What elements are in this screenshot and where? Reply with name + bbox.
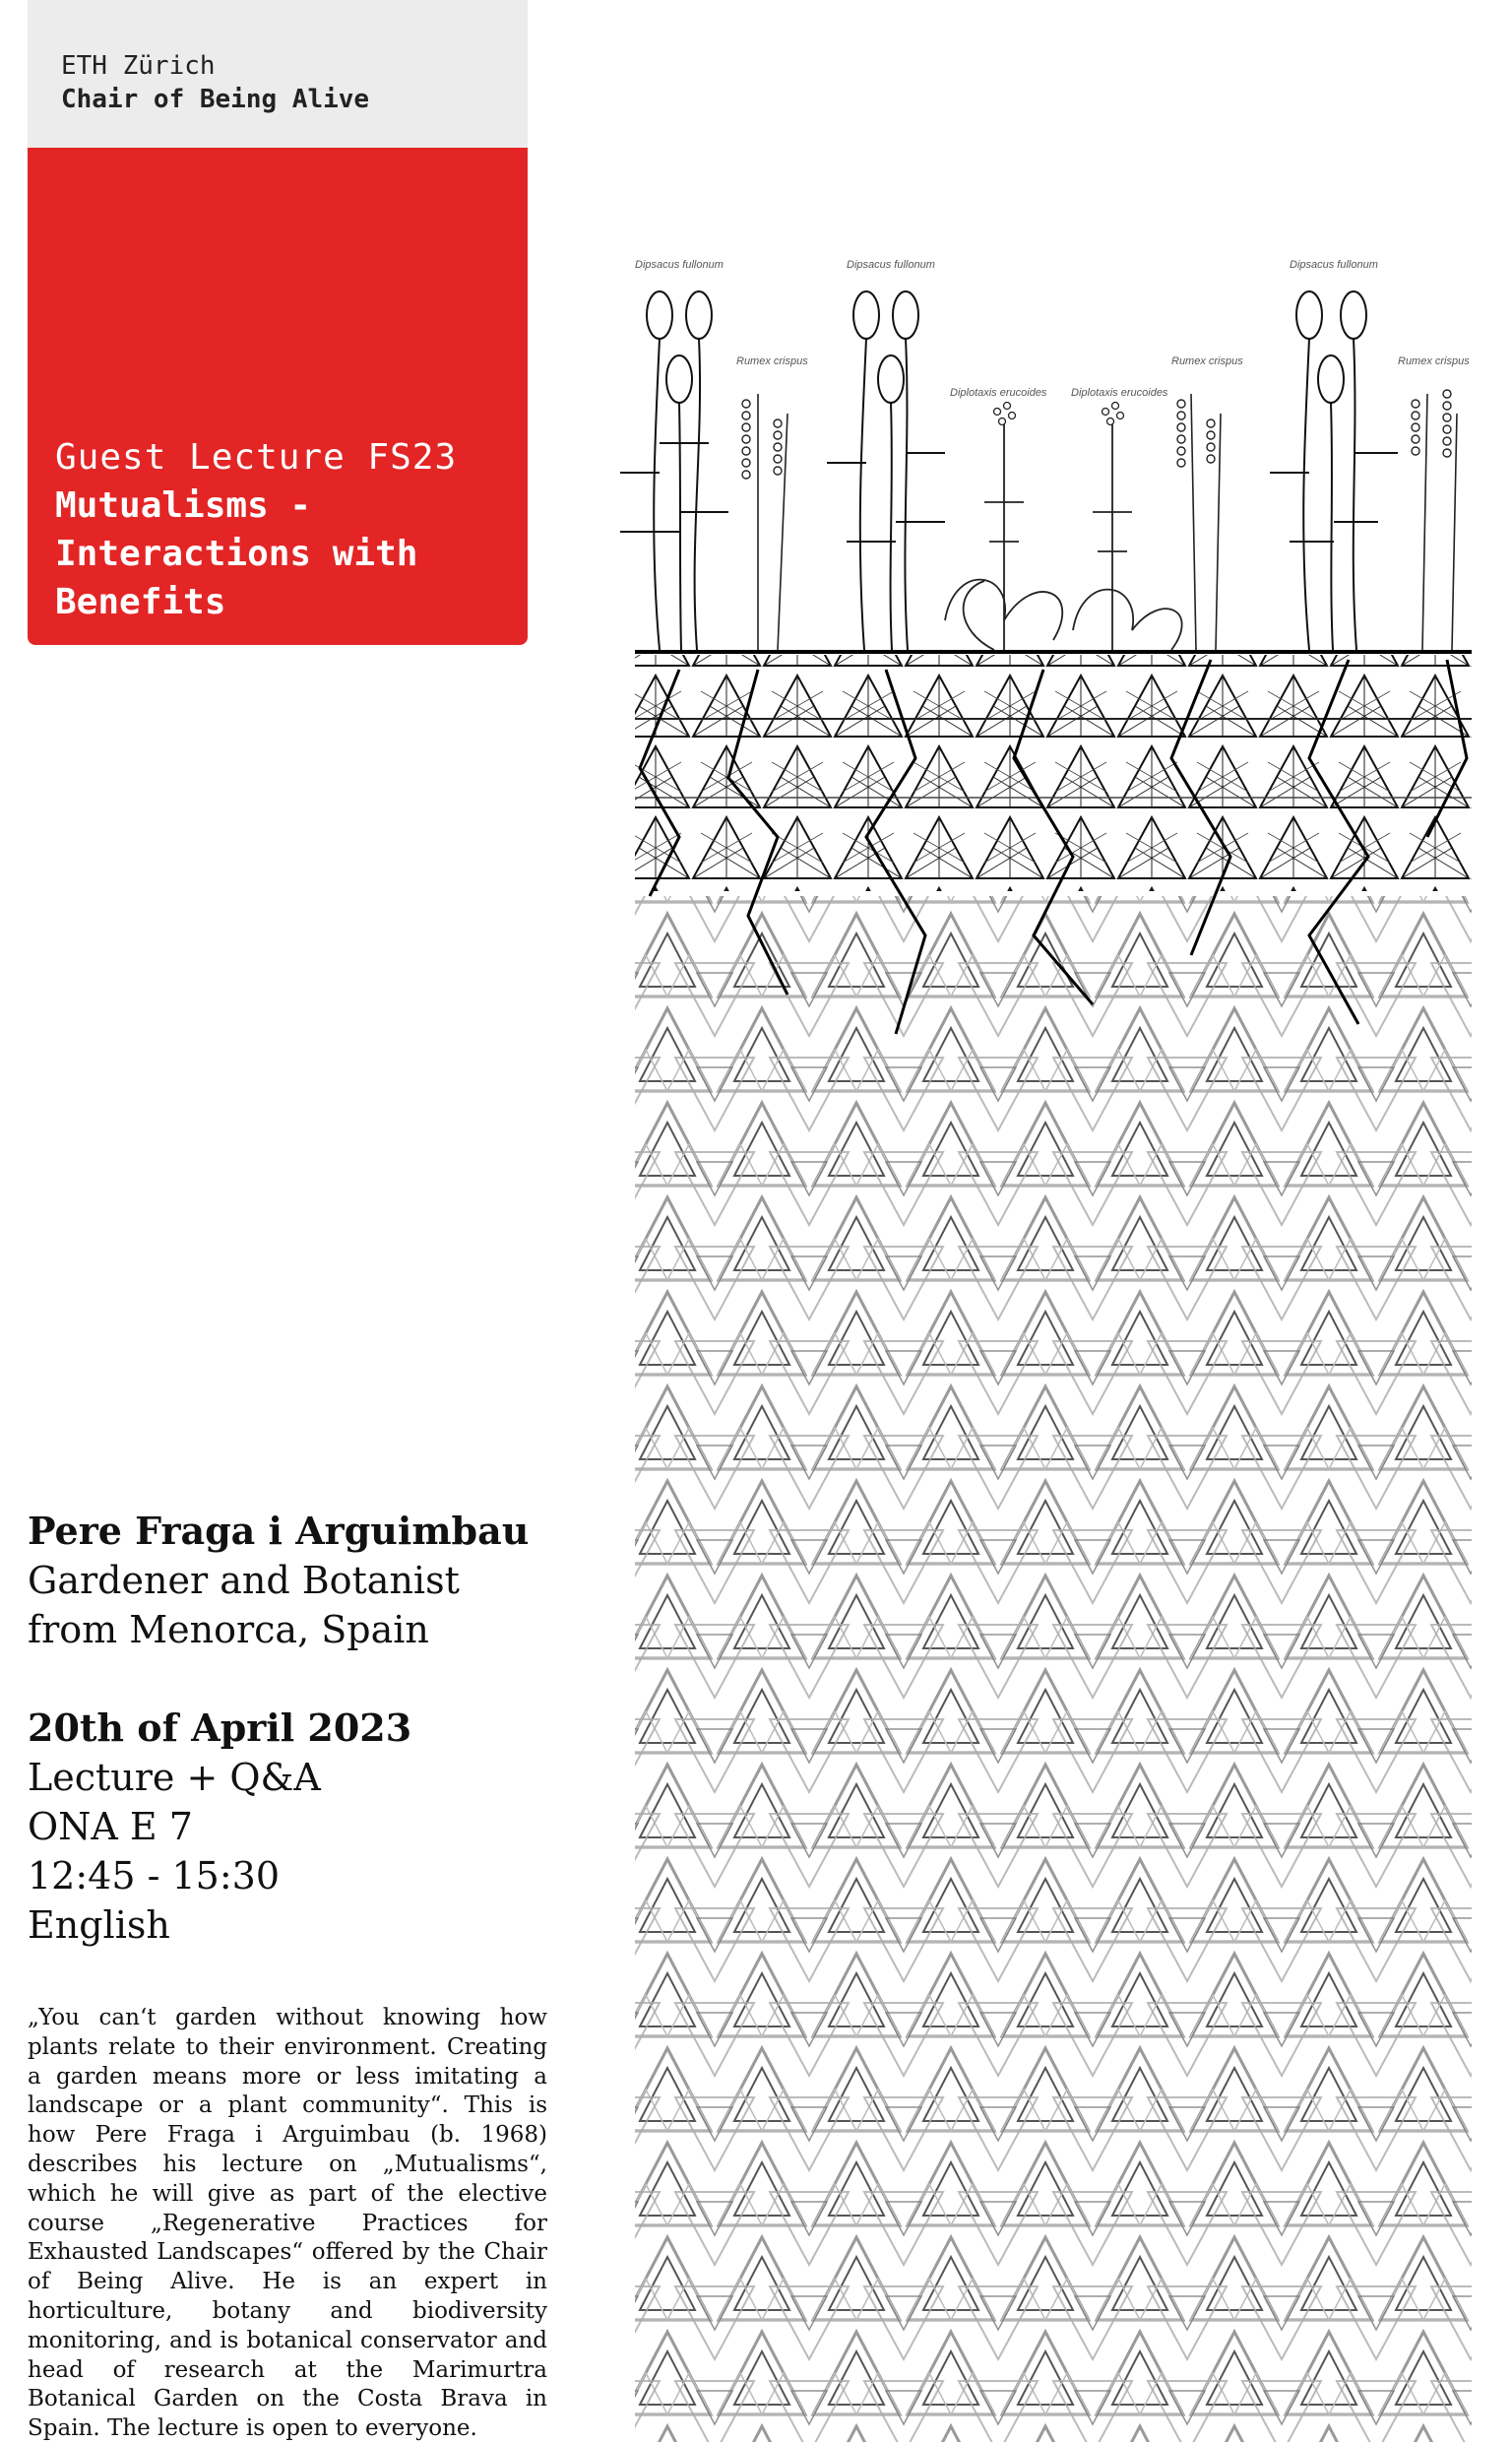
dipsacus-plants: [620, 291, 1398, 650]
plant-label: Dipsacus fullonum: [635, 259, 724, 271]
plant-label: Dipsacus fullonum: [847, 259, 935, 271]
lecture-title-block: [55, 433, 518, 626]
diplotaxis-plants: [945, 423, 1182, 650]
lecture-title-line-3: Benefits: [55, 582, 226, 622]
event-format: Lecture + Q&A: [28, 1756, 321, 1799]
plant-label: Rumex crispus: [1398, 355, 1470, 367]
title-panel: [28, 148, 528, 645]
botanical-illustration: [620, 246, 1477, 2442]
lecture-description: „You can‘t garden without knowing how plants relate to their environment. Creating a garden means more or less imitating a landscape or a plant community“. This is how Pere Fraga i Arguimbau (b. 1968) describes his lecture on „Mutualisms“, which he will give as part of the elective course „Regenerative Practices for Exhausted Landscapes“ offered by the Chair of Being Alive. He is an expert in horticulture, botany and biodiversity monitoring, and is botanical conservator and head of research at the Marimurtra Botanical Garden on the Costa Brava in Spain. The lecture is open to everyone.: [28, 2005, 547, 2442]
institution-name: ETH Zürich: [61, 51, 216, 81]
lecture-title-line-1: Mutualisms -: [55, 485, 312, 526]
event-room: ONA E 7: [28, 1805, 193, 1848]
event-date: 20th of April 2023: [28, 1705, 412, 1750]
root-zone-pattern: [635, 655, 1472, 891]
plant-label: Diplotaxis erucoides: [1071, 387, 1168, 399]
lecture-title-line-2: Interactions with: [55, 534, 418, 574]
event-info: [28, 1507, 559, 1950]
lecture-series: Guest Lecture FS23: [55, 437, 458, 478]
speaker-role: Gardener and Botanist: [28, 1559, 460, 1602]
chair-name: Chair of Being Alive: [61, 85, 370, 114]
institution-header: [28, 0, 528, 148]
event-time: 12:45 - 15:30: [28, 1854, 281, 1897]
plant-label: Rumex crispus: [1171, 355, 1243, 367]
plant-label: Diplotaxis erucoides: [950, 387, 1047, 399]
plant-label: Dipsacus fullonum: [1290, 259, 1378, 271]
event-language: English: [28, 1903, 170, 1947]
speaker-origin: from Menorca, Spain: [28, 1608, 429, 1651]
plant-label: Rumex crispus: [736, 355, 808, 367]
speaker-name: Pere Fraga i Arguimbau: [28, 1509, 530, 1553]
